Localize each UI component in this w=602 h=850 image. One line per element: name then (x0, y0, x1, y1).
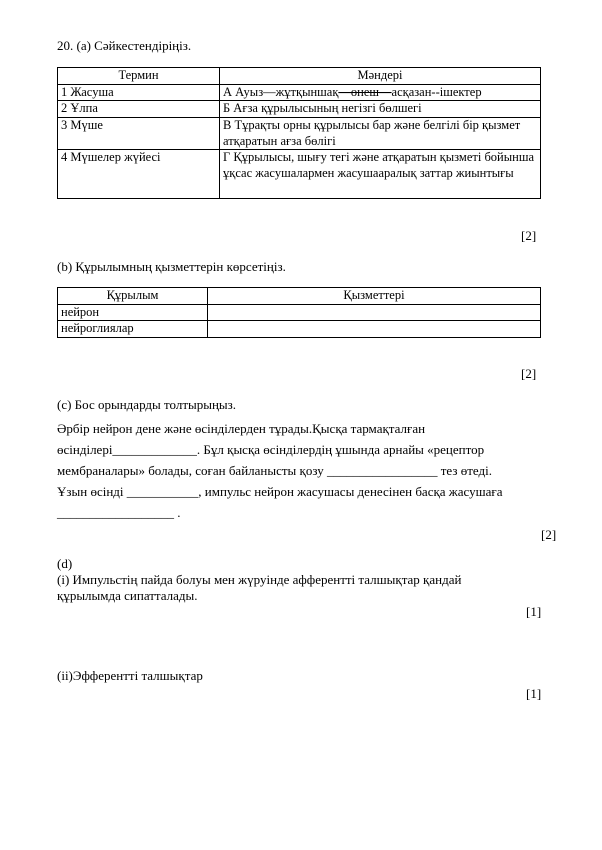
table-row (58, 304, 541, 321)
term-cell: 2 Ұлпа (58, 101, 220, 118)
paragraph-line: мембраналары» болады, соған байланысты қозу _________________ тез өтеді. (57, 463, 492, 478)
mark-20a: [2] (521, 228, 537, 243)
structure-table (57, 287, 541, 338)
matching-table (57, 67, 541, 199)
mark-20d-ii: [1] (526, 686, 542, 701)
col-meaning-header: Мәндері (220, 68, 541, 85)
col-functions-header: Қызметтері (208, 288, 541, 305)
paragraph-line: __________________ . (57, 505, 181, 520)
table-row (58, 321, 541, 338)
meaning-part: А Ауыз—жұтқыншақ (223, 84, 339, 99)
function-answer-cell[interactable] (208, 304, 541, 321)
col-term-header: Термин (58, 68, 220, 85)
term-cell: 1 Жасуша (58, 84, 220, 101)
fill-in-paragraph (57, 418, 537, 523)
question-20a-heading: 20. (a) Сәйкестендіріңіз. (57, 38, 192, 53)
meaning-cell (220, 84, 541, 101)
term-cell: 3 Мүше (58, 117, 220, 149)
table-header-row (58, 288, 541, 305)
question-20b-heading: (b) Құрылымның қызметтерін көрсетіңіз. (57, 259, 286, 274)
term-cell: 4 Мүшелер жүйесі (58, 150, 220, 199)
meaning-part: асқазан--ішектер (391, 84, 482, 99)
paragraph-line: Ұзын өсінді ___________, импульс нейрон жасушасы денесінен басқа жасушаға (57, 484, 503, 499)
mark-20b: [2] (521, 366, 537, 381)
table-row (58, 117, 541, 149)
meaning-cell: Г Құрылысы, шығу тегі және атқаратын қызметі бойынша ұқсас жасушалармен жасушааралық заттар жиынтығы (220, 150, 541, 199)
meaning-part-struck: —өнеш— (338, 84, 392, 99)
mark-20c: [2] (541, 527, 557, 542)
question-20d-i-text: (i) Импульстің пайда болуы мен жүруінде афферентті талшықтар қандай құрылымда сипатталады. (57, 572, 462, 603)
paragraph-line: Әрбір нейрон дене және өсінділерден тұрады.Қысқа тармақталған (57, 421, 426, 436)
question-20c-heading: (c) Бос орындарды толтырыңыз. (57, 397, 237, 412)
structure-cell: нейрон (58, 304, 208, 321)
table-header-row (58, 68, 541, 85)
mark-20d-i: [1] (526, 604, 542, 619)
col-structure-header: Құрылым (58, 288, 208, 305)
table-row (58, 84, 541, 101)
function-answer-cell[interactable] (208, 321, 541, 338)
meaning-cell: Б Ағза құрылысының негізгі бөлшегі (220, 101, 541, 118)
question-20d-heading: (d) (57, 556, 73, 571)
paragraph-line: өсінділері_____________. Бұл қысқа өсінділердің ұшында арнайы «рецептор (57, 442, 485, 457)
meaning-cell: В Тұрақты орны құрылысы бар және белгілі бір қызмет атқаратын ағза бөлігі (220, 117, 541, 149)
table-row (58, 101, 541, 118)
question-20d-ii-text: (ii)Эфферентті талшықтар (57, 668, 203, 683)
structure-cell: нейроглиялар (58, 321, 208, 338)
table-row (58, 150, 541, 199)
